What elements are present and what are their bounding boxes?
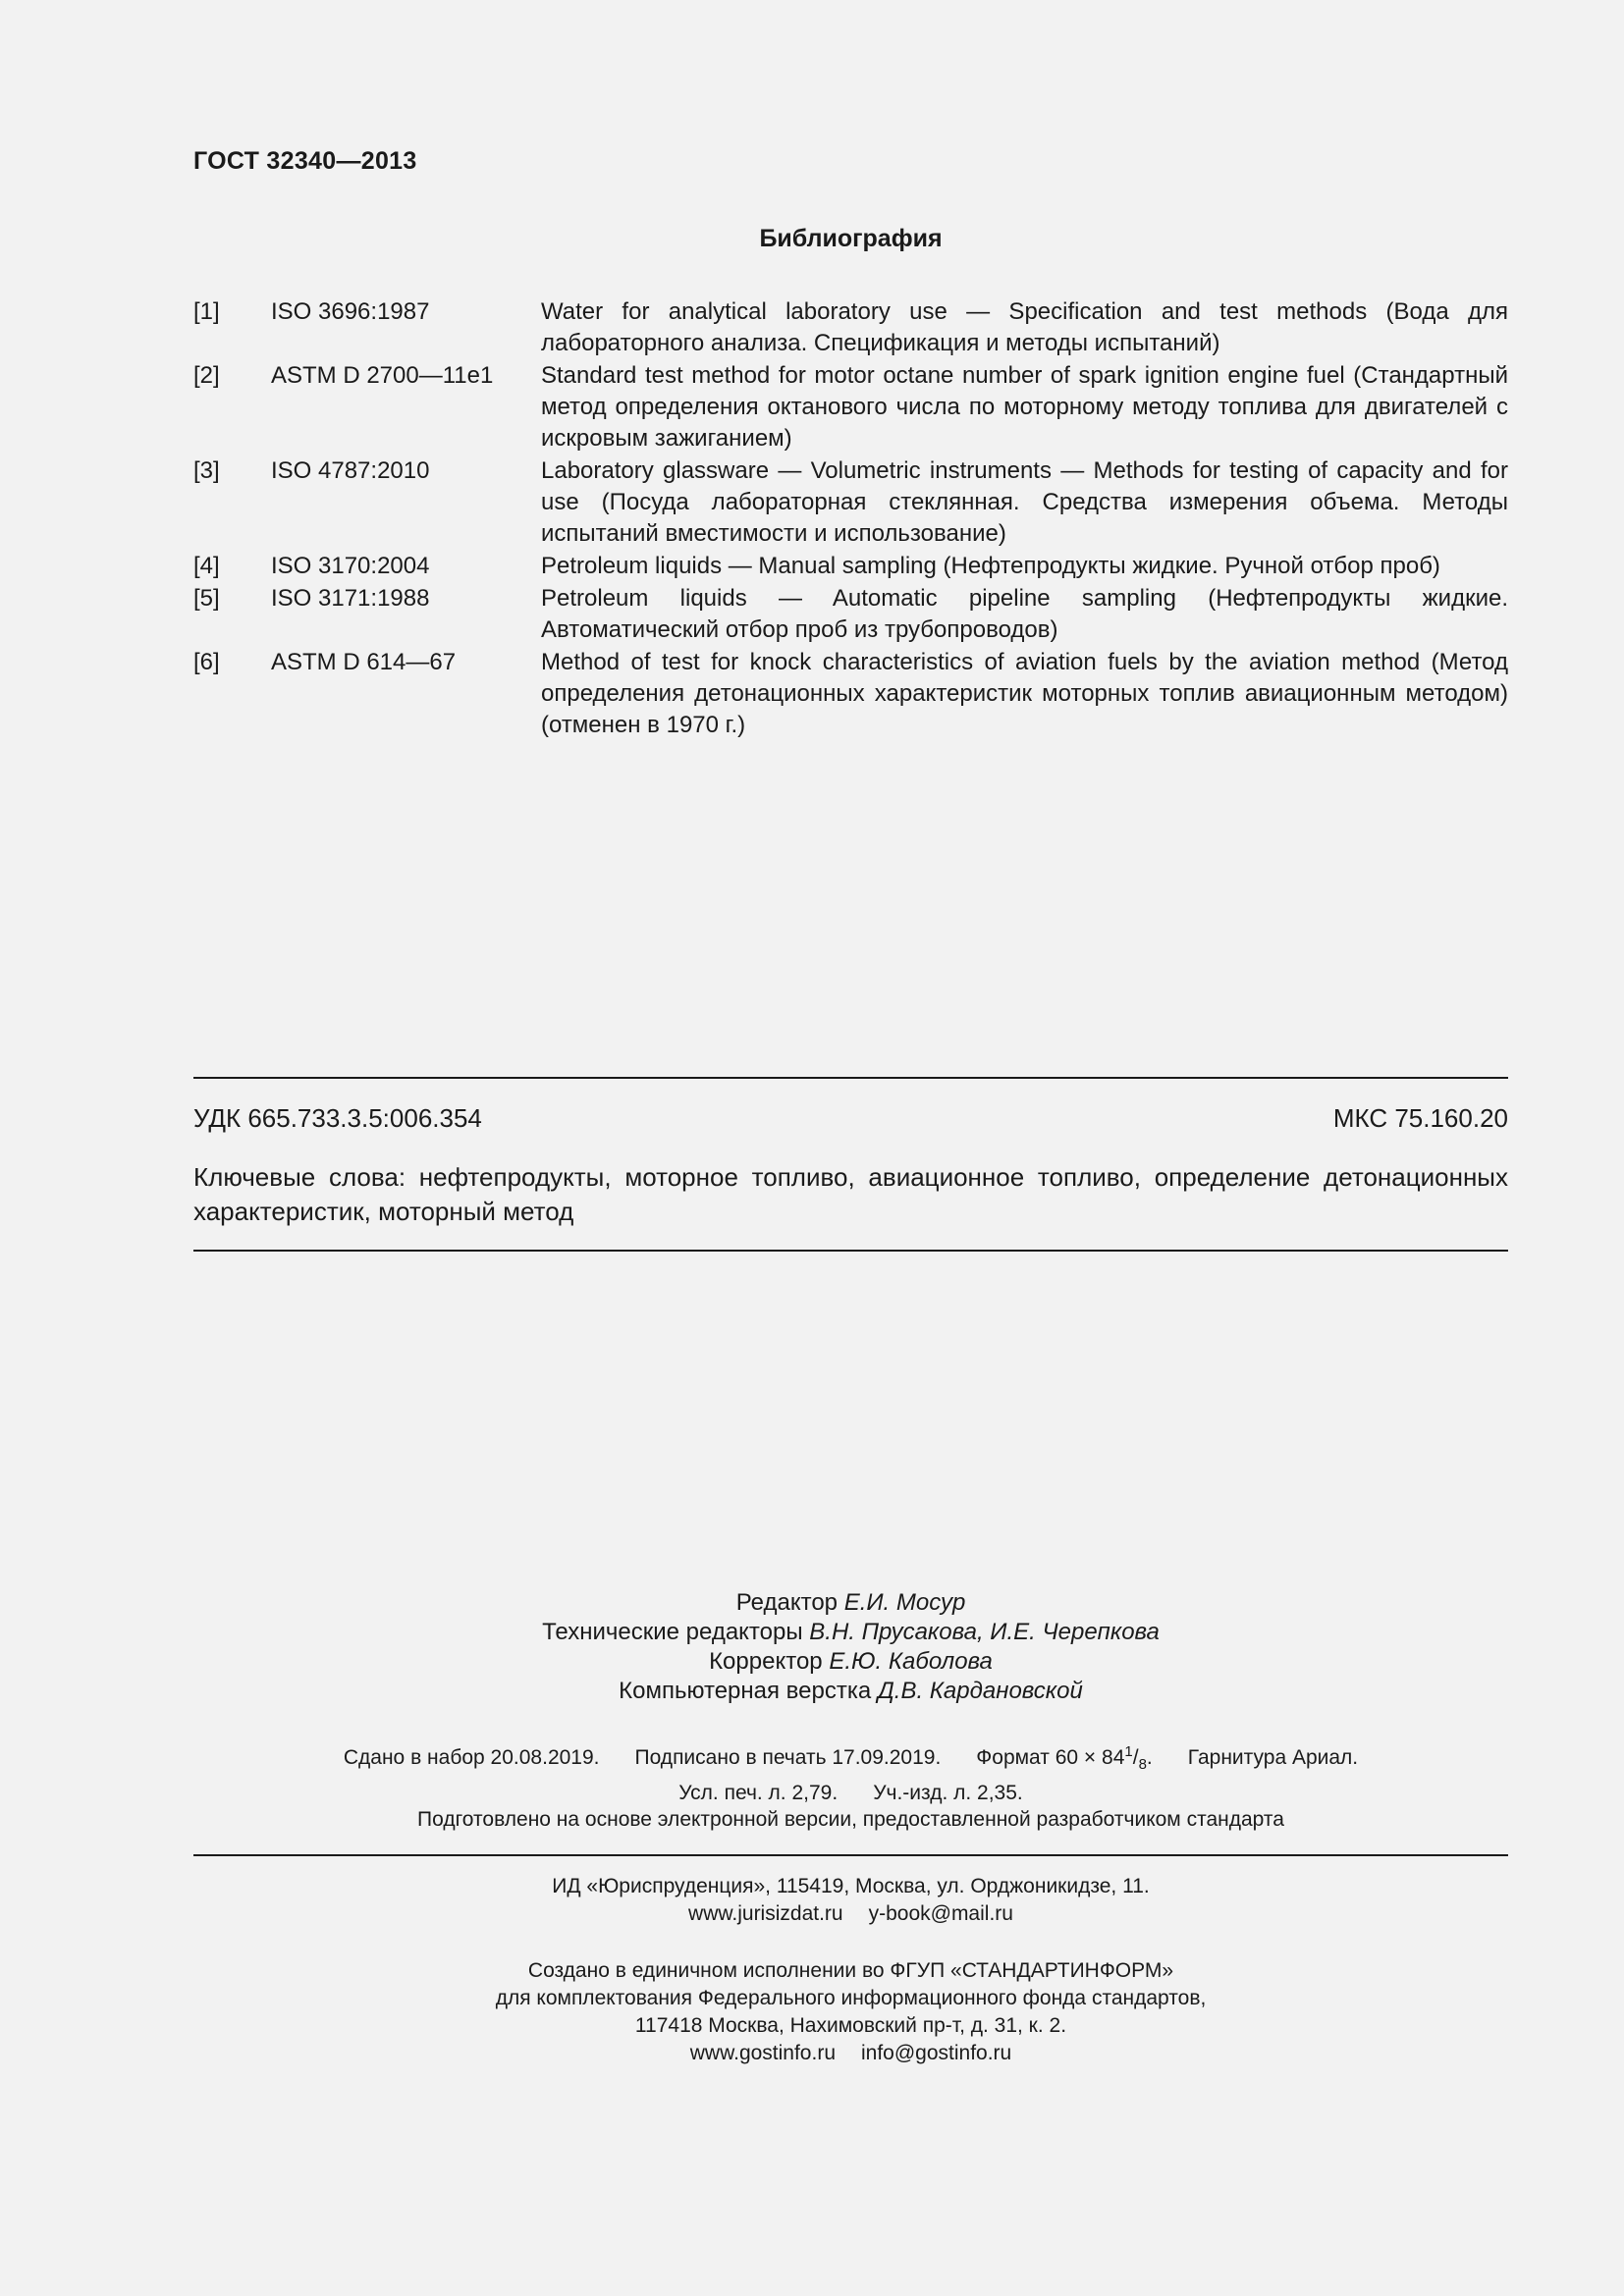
typeset-date: Сдано в набор 20.08.2019. — [343, 1746, 600, 1769]
created-line-1: Создано в единичном исполнении во ФГУП «СТАНДАРТИНФОРМ» — [527, 1959, 1174, 1982]
bibliography-item-code: ISO 4787:2010 — [271, 457, 430, 484]
bibliography-item — [193, 360, 1508, 454]
bibliography-list — [193, 296, 1508, 742]
publication-line-2 — [193, 1779, 1508, 1807]
bibliography-item-code: ISO 3696:1987 — [271, 298, 430, 325]
layout-name: Д.В. Кардановской — [877, 1678, 1083, 1704]
created-line-3: 117418 Москва, Нахимовский пр-т, д. 31, к. 2. — [634, 2014, 1067, 2037]
bibliography-item-text: Standard test method for motor octane number of spark ignition engine fuel (Стандартный метод определения октанового числа по моторному методу топлива для двигателей с искровым зажиганием) — [541, 362, 1508, 452]
document-code: ГОСТ 32340—2013 — [193, 147, 417, 175]
layout-line — [193, 1677, 1508, 1706]
created-line-2: для комплектования Федерального информационного фонда стандартов, — [495, 1987, 1207, 2009]
udk-code: УДК 665.733.3.5:006.354 — [193, 1103, 482, 1133]
tech-editors-line — [193, 1618, 1508, 1647]
bibliography-item-number: [3] — [193, 457, 220, 484]
publication-info — [193, 1737, 1508, 1807]
credits-block — [193, 1588, 1508, 1706]
signed-date: Подписано в печать 17.09.2019. — [634, 1746, 942, 1769]
bibliography-item-code: ASTM D 2700—11e1 — [271, 362, 494, 389]
bibliography-item-text: Method of test for knock characteristics of aviation fuels by the aviation method (Метод определения детонационных характеристик моторных топлив авиационным методом) (отменен в 1970 г.) — [541, 649, 1508, 738]
bibliography-item-text: Petroleum liquids — Manual sampling (Нефтепродукты жидкие. Ручной отбор проб) — [541, 553, 1440, 579]
bibliography-item — [193, 296, 1508, 359]
prepared-note: Подготовлено на основе электронной версии, предоставленной разработчиком стандарта — [417, 1808, 1284, 1831]
layout-label: Компьютерная верстка — [619, 1678, 872, 1704]
bibliography-item-number: [1] — [193, 298, 220, 325]
typeface: Гарнитура Ариал. — [1187, 1746, 1359, 1769]
publisher-divider — [193, 1854, 1508, 1856]
paper-format: Формат $60 \times 84^1/_8$. — [976, 1743, 1153, 1774]
bibliography-item-code: ISO 3171:1988 — [271, 585, 430, 612]
corrector-name: Е.Ю. Каболова — [829, 1648, 993, 1675]
publisher-sheets: Уч.-изд. л. 2,35. — [873, 1782, 1023, 1805]
bibliography-item — [193, 455, 1508, 550]
tech-editors-names: В.Н. Прусакова, И.Е. Черепкова — [809, 1619, 1160, 1645]
created-contacts — [193, 2040, 1508, 2067]
publisher-email[interactable]: y-book@mail.ru — [868, 1902, 1013, 1925]
bibliography-item — [193, 551, 1508, 582]
bibliography-item-text: Petroleum liquids — Automatic pipeline sampling (Нефтепродукты жидкие. Автоматический отбор проб из трубопроводов) — [541, 585, 1508, 643]
print-sheets: Усл. печ. л. 2,79. — [678, 1782, 839, 1805]
bibliography-item — [193, 647, 1508, 741]
top-divider — [193, 1077, 1508, 1079]
bibliography-item-number: [2] — [193, 362, 220, 389]
bottom-divider — [193, 1250, 1508, 1252]
mks-code: МКС 75.160.20 — [1332, 1103, 1508, 1133]
tech-editors-label: Технические редакторы — [542, 1619, 803, 1645]
publisher-address: ИД «Юриспруденция», 115419, Москва, ул. Орджоникидзе, 11. — [552, 1875, 1150, 1897]
corrector-label: Корректор — [709, 1648, 823, 1675]
editor-line — [193, 1588, 1508, 1618]
gostinfo-email[interactable]: info@gostinfo.ru — [861, 2042, 1012, 2064]
bibliography-item-text: Laboratory glassware — Volumetric instruments — Methods for testing of capacity and for use (Посуда лабораторная стеклянная. Средства измерения объема. Методы испытаний вместимости и использование) — [541, 457, 1508, 547]
bibliography-item-code: ASTM D 614—67 — [271, 649, 457, 675]
publisher-site[interactable]: www.jurisizdat.ru — [688, 1902, 843, 1925]
bibliography-item — [193, 583, 1508, 646]
bibliography-item-code: ISO 3170:2004 — [271, 553, 430, 579]
bibliography-item-number: [4] — [193, 553, 220, 579]
corrector-line — [193, 1647, 1508, 1677]
bibliography-item-number: [5] — [193, 585, 220, 612]
bibliography-item-number: [6] — [193, 649, 220, 675]
editor-name: Е.И. Мосур — [843, 1589, 966, 1616]
bibliography-title: Библиография — [759, 225, 943, 252]
publisher-block — [193, 1873, 1508, 1928]
publication-line-1 — [193, 1737, 1508, 1779]
editor-label: Редактор — [735, 1589, 839, 1616]
classification-row — [193, 1103, 1508, 1134]
gostinfo-site[interactable]: www.gostinfo.ru — [689, 2042, 836, 2064]
keywords: Ключевые слова: нефтепродукты, моторное топливо, авиационное топливо, определение детонационных характеристик, моторный метод — [193, 1162, 1508, 1226]
created-block — [193, 1957, 1508, 2067]
bibliography-item-text: Water for analytical laboratory use — Specification and test methods (Вода для лабораторного анализа. Спецификация и методы испытаний) — [541, 298, 1508, 356]
publisher-contacts — [193, 1900, 1508, 1928]
